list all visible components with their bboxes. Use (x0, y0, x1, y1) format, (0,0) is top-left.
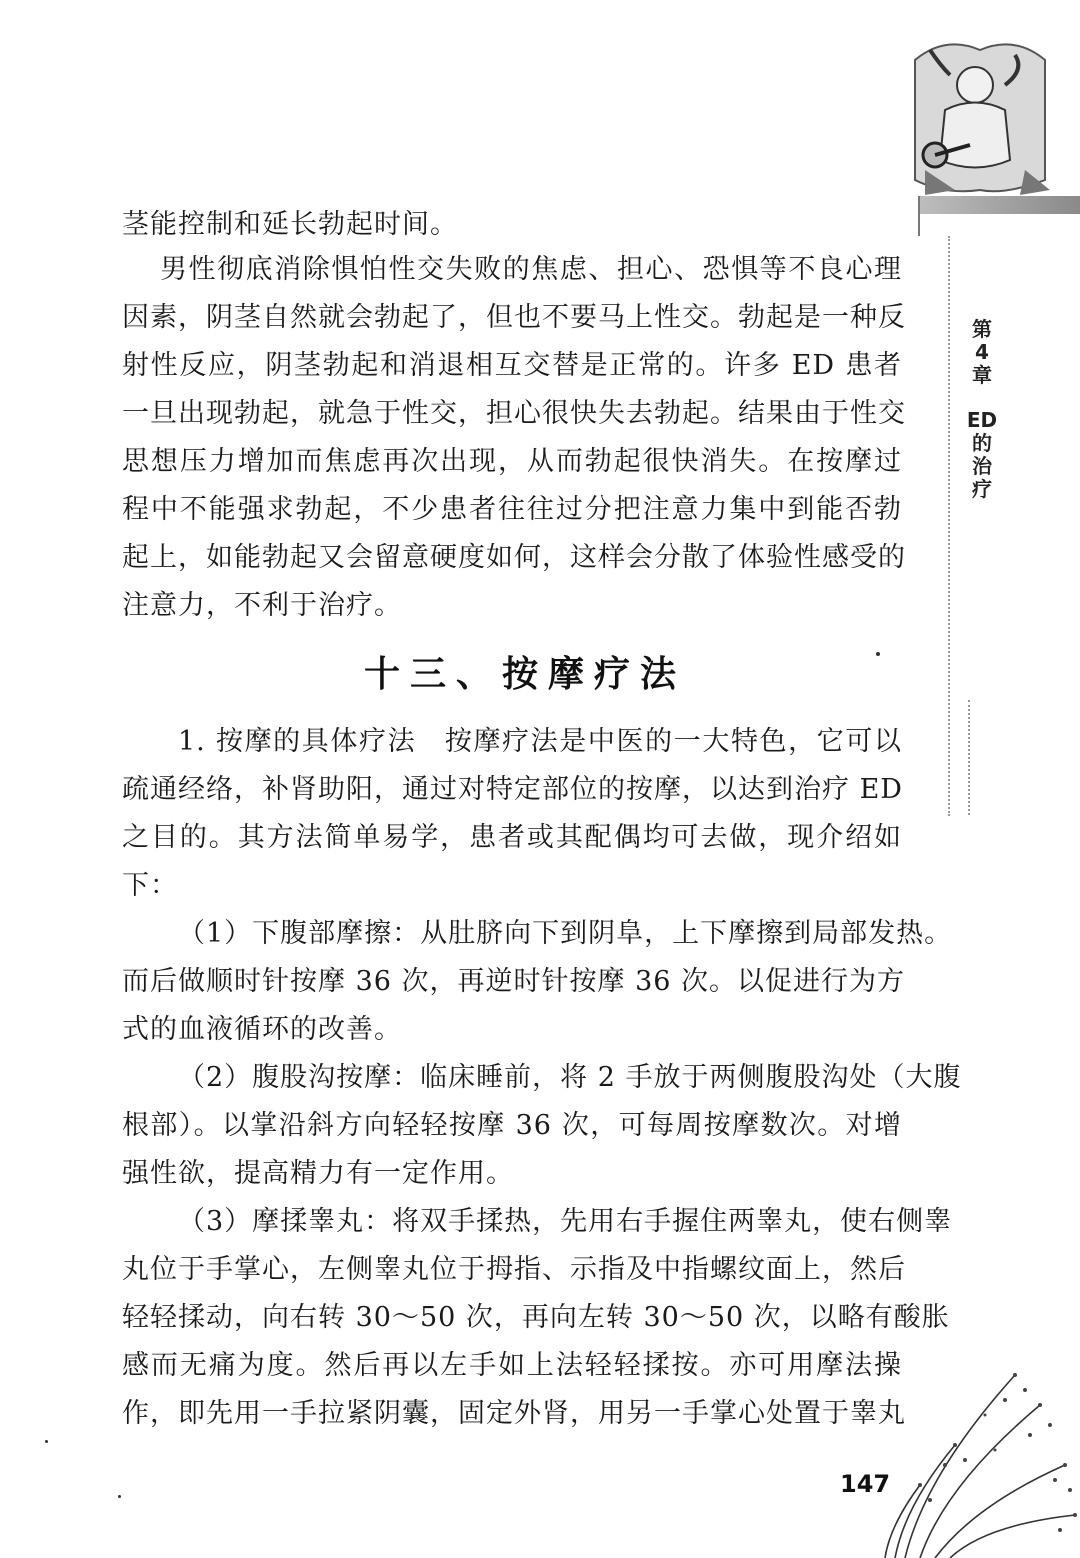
section-heading: 十三、按摩疗法 (363, 654, 686, 695)
text-line: 1. 按摩的具体疗法 按摩疗法是中医的一大特色，它可以 (178, 726, 902, 757)
text-line: 注意力，不利于治疗。 (122, 590, 402, 621)
dotted-divider (948, 236, 950, 816)
chapter-tab-char: 4 (975, 340, 989, 364)
text-line: 式的血液循环的改善。 (122, 1014, 402, 1045)
text-line: 作，即先用一手拉紧阴囊，固定外肾，用另一手掌心处置于睾丸 (122, 1398, 906, 1429)
bodybuilder-illustration-icon (905, 30, 1055, 200)
text-line: 下： (122, 870, 178, 901)
text-line: （3）摩揉睾丸：将双手揉热，先用右手握住两睾丸，使右侧睾 (178, 1206, 953, 1237)
chapter-tab-char: 章 (972, 363, 992, 387)
text-line: 程中不能强求勃起，不少患者往往过分把注意力集中到能否勃 (122, 494, 902, 525)
text-line: 根部）。以掌沿斜方向轻轻按摩 36 次，可每周按摩数次。对增 (122, 1110, 902, 1141)
divider (918, 196, 920, 236)
text-line: 起上，如能勃起又会留意硬度如何，这样会分散了体验性感受的 (122, 542, 906, 573)
text-line: 因素，阴茎自然就会勃起了，但也不要马上性交。勃起是一种反 (122, 302, 906, 333)
chapter-tab-char: 治 (972, 454, 992, 478)
text-line: 之目的。其方法简单易学，患者或其配偶均可去做，现介绍如 (122, 822, 902, 853)
text-line: 射性反应，阴茎勃起和消退相互交替是正常的。许多 ED 患者 (122, 350, 902, 381)
text-line: 而后做顺时针按摩 36 次，再逆时针按摩 36 次。以促进行为方 (122, 966, 906, 997)
text-line: 茎能控制和延长勃起时间。 (122, 209, 458, 240)
scan-speck (118, 1495, 121, 1498)
chapter-tab-bar (920, 196, 1080, 214)
text-line: 男性彻底消除惧怕性交失败的焦虑、担心、恐惧等不良心理 (160, 254, 902, 285)
grass-decoration-icon (865, 1355, 1080, 1558)
chapter-side-label (962, 318, 1002, 501)
chapter-tab-char: ED (966, 408, 998, 432)
text-line: 一旦出现勃起，就急于性交，担心很快失去勃起。结果由于性交 (122, 398, 906, 429)
text-line: 思想压力增加而焦虑再次出现，从而勃起很快消失。在按摩过 (122, 446, 902, 477)
dotted-divider (968, 700, 970, 815)
text-line: （2）腹股沟按摩：临床睡前，将 2 手放于两侧腹股沟处（大腹 (178, 1062, 962, 1093)
chapter-tab-char: 第 (972, 317, 992, 341)
text-line: （1）下腹部摩擦：从肚脐向下到阴阜，上下摩擦到局部发热。 (178, 918, 953, 949)
text-line: 轻轻揉动，向右转 30～50 次，再向左转 30～50 次，以略有酸胀 (122, 1302, 950, 1333)
text-line: 疏通经络，补肾助阳，通过对特定部位的按摩，以达到治疗 ED (122, 774, 903, 805)
text-line: 强性欲，提高精力有一定作用。 (122, 1158, 514, 1189)
text-line: 丸位于手掌心，左侧睾丸位于拇指、示指及中指螺纹面上，然后 (122, 1254, 906, 1285)
scan-speck (45, 1440, 48, 1443)
text-line: 感而无痛为度。然后再以左手如上法轻轻揉按。亦可用摩法操 (122, 1350, 902, 1381)
page-number: 147 (840, 1470, 891, 1498)
scan-speck (876, 652, 880, 656)
chapter-tab-char: 疗 (972, 477, 992, 501)
chapter-tab-char: 的 (972, 431, 992, 455)
